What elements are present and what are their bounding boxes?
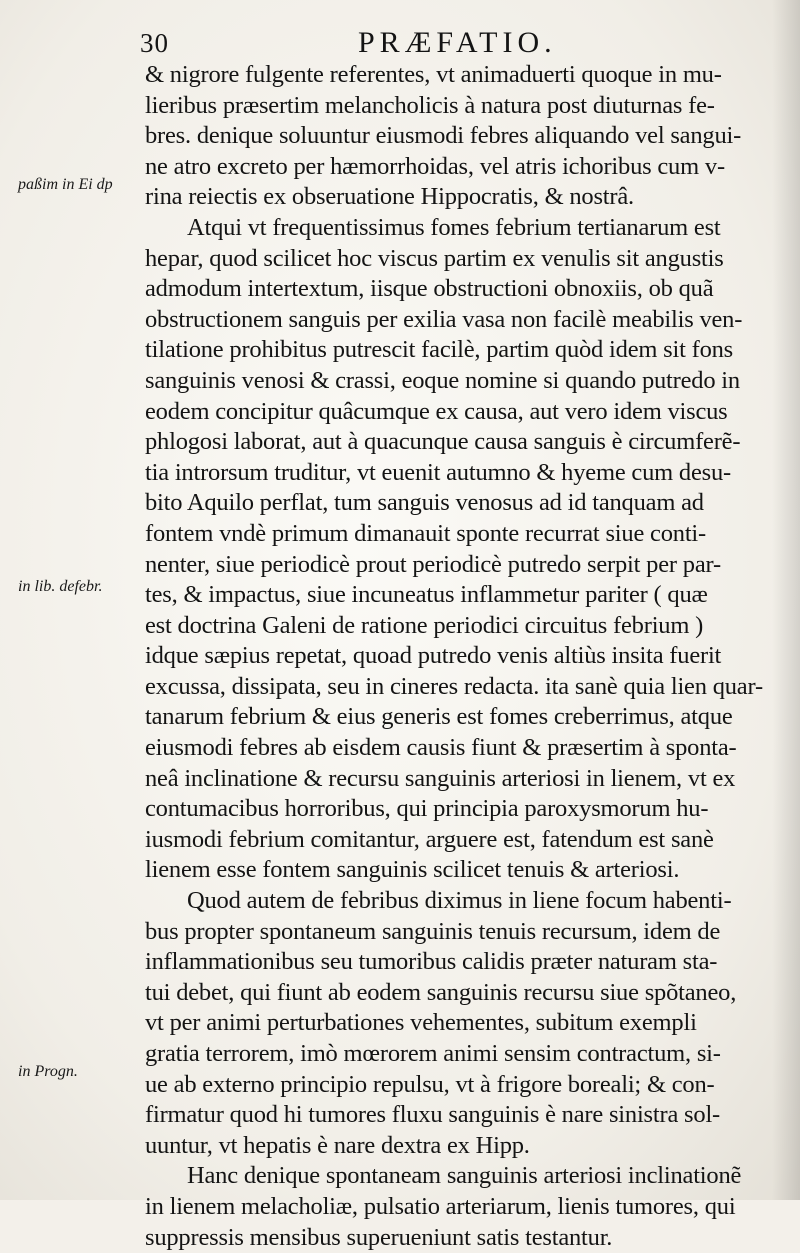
text-line: obstructionem sanguis per exilia vasa non facilè meabilis ven- bbox=[145, 305, 743, 333]
text-line: tia introrsum truditur, vt euenit autumno & hyeme cum desu- bbox=[145, 458, 731, 486]
text-line: admodum intertextum, iisque obstructioni obnoxiis, ob quã bbox=[145, 275, 714, 303]
text-line: nenter, siue periodicè prout periodicè putredo serpit per par- bbox=[145, 550, 721, 578]
text-line: excussa, dissipata, seu in cineres redacta. ita sanè quia lien quar- bbox=[145, 672, 763, 700]
text-line: idque sæpius repetat, quoad putredo venis altiùs insita fuerit bbox=[145, 642, 722, 670]
running-head: PRÆFATIO. bbox=[358, 26, 557, 59]
text-line: bres. denique soluuntur eiusmodi febres aliquando vel sangui- bbox=[145, 122, 742, 150]
text-line: suppressis mensibus superueniunt satis testantur. bbox=[145, 1223, 613, 1251]
text-line: fontem vndè primum dimanauit sponte recurrat siue conti- bbox=[145, 519, 706, 547]
text-line: rina reiectis ex obseruatione Hippocratis, & nostrâ. bbox=[145, 183, 634, 211]
margin-note: in lib. defebr. bbox=[18, 578, 103, 595]
text-line: ue ab externo principio repulsu, vt à frigore boreali; & con- bbox=[145, 1070, 715, 1098]
page-edge-shadow bbox=[772, 0, 800, 1200]
paragraph-start-line: Hanc denique spontaneam sanguinis arteriosi inclinationẽ bbox=[187, 1162, 742, 1190]
paragraph-start-line: Atqui vt frequentissimus fomes febrium tertianarum est bbox=[187, 213, 721, 241]
margin-note: paßim in Ei dp bbox=[18, 176, 113, 193]
text-line: tanarum febrium & eius generis est fomes creberrimus, atque bbox=[145, 703, 733, 731]
text-line: sanguinis venosi & crassi, eoque nomine si quando putredo in bbox=[145, 366, 740, 394]
text-line: uuntur, vt hepatis è nare dextra ex Hipp. bbox=[145, 1131, 530, 1159]
text-line: iusmodi febrium comitantur, arguere est, fatendum est sanè bbox=[145, 825, 714, 853]
text-line: hepar, quod scilicet hoc viscus partim ex venulis sit angustis bbox=[145, 244, 724, 272]
text-line: lienem esse fontem sanguinis scilicet tenuis & arteriosi. bbox=[145, 856, 680, 884]
text-line: est doctrina Galeni de ratione periodici circuitus febrium ) bbox=[145, 611, 704, 639]
text-line: in lienem melacholiæ, pulsatio arteriarum, lienis tumores, qui bbox=[145, 1192, 736, 1220]
text-line: tui debet, qui fiunt ab eodem sanguinis recursu siue spõtaneo, bbox=[145, 978, 737, 1006]
body-text bbox=[145, 60, 770, 1253]
text-line: gratia terrorem, imò mœrorem animi sensim contractum, si- bbox=[145, 1040, 721, 1067]
text-line: neâ inclinatione & recursu sanguinis arteriosi in lienem, vt ex bbox=[145, 764, 736, 792]
text-line: eodem concipitur quâcumque ex causa, aut vero idem viscus bbox=[145, 397, 728, 425]
page-number: 30 bbox=[140, 28, 169, 58]
text-line: tes, & impactus, siue incuneatus inflammetur pariter ( quæ bbox=[145, 581, 708, 609]
text-line: ne atro excreto per hæmorrhoidas, vel atris ichoribus cum v- bbox=[145, 152, 725, 180]
text-line: & nigrore fulgente referentes, vt animaduerti quoque in mu- bbox=[145, 61, 722, 88]
paragraph-start-line: Quod autem de febribus diximus in liene focum habenti- bbox=[187, 887, 732, 915]
text-line: inflammationibus seu tumoribus calidis præter naturam sta- bbox=[145, 948, 718, 976]
text-line: phlogosi laborat, aut à quacunque causa sanguis è circumferẽ- bbox=[145, 428, 741, 456]
margin-note: in Progn. bbox=[18, 1063, 78, 1080]
text-line: contumacibus horroribus, qui principia paroxysmorum hu- bbox=[145, 795, 709, 823]
text-line: bito Aquilo perflat, tum sanguis venosus ad id tanquam ad bbox=[145, 489, 704, 517]
text-line: lieribus præsertim melancholicis à natura post diuturnas fe- bbox=[145, 91, 715, 119]
text-line: firmatur quod hi tumores fluxu sanguinis è nare sinistra sol- bbox=[145, 1101, 721, 1129]
text-line: eiusmodi febres ab eisdem causis fiunt & præsertim à sponta- bbox=[145, 734, 737, 762]
text-line: bus propter spontaneum sanguinis tenuis recursum, idem de bbox=[145, 917, 721, 945]
page-header bbox=[140, 22, 740, 62]
text-line: tilatione prohibitus putrescit facilè, partim quòd idem sit fons bbox=[145, 336, 734, 364]
text-line: vt per animi perturbationes vehementes, subitum exempli bbox=[145, 1009, 697, 1037]
